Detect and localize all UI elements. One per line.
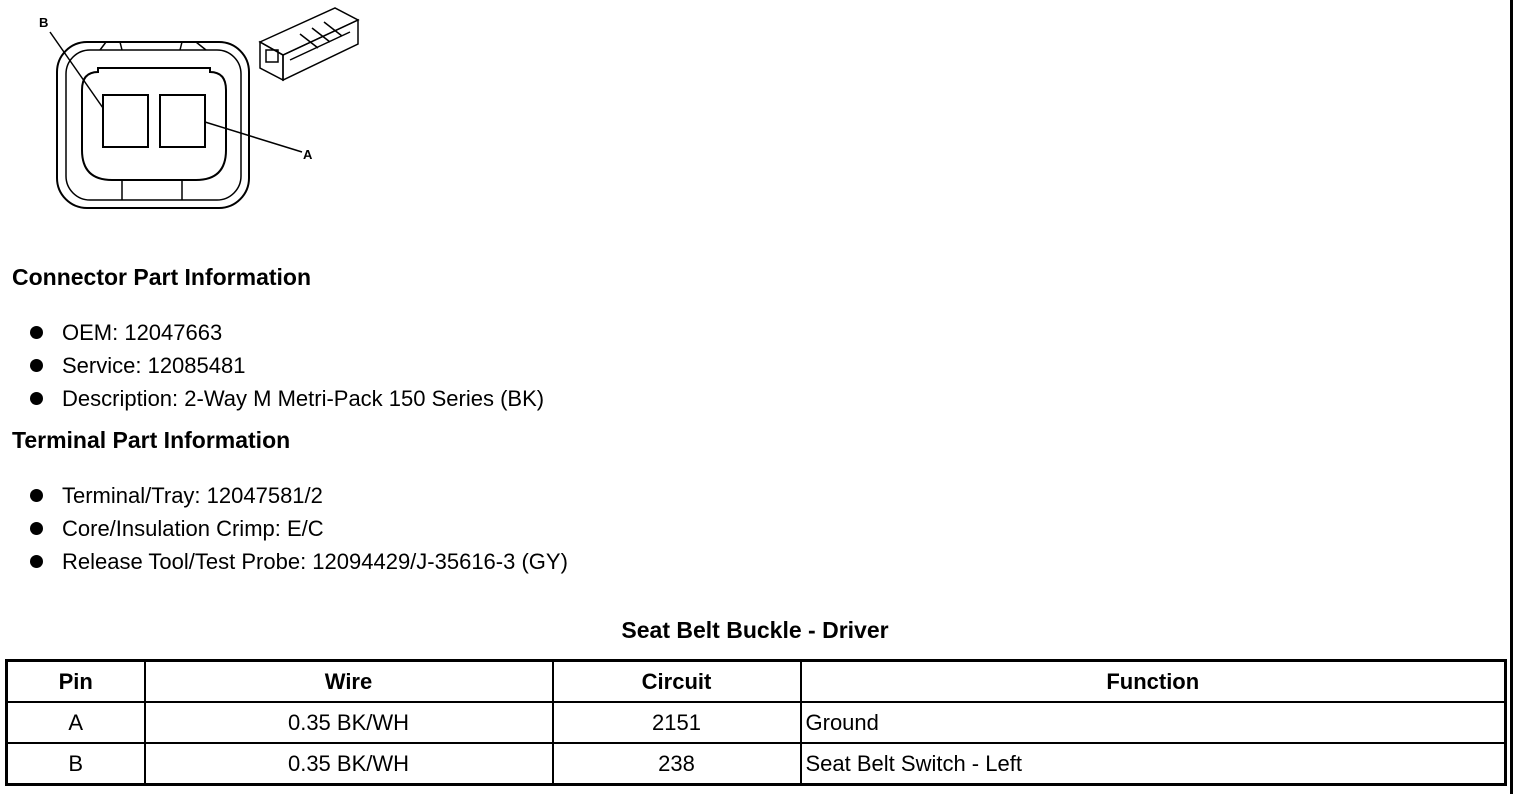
callout-a: A <box>303 147 313 162</box>
bullet-icon <box>30 359 43 372</box>
list-item <box>26 316 544 349</box>
cell-function: Seat Belt Switch - Left <box>801 743 1506 785</box>
header-circuit: Circuit <box>553 661 801 703</box>
list-item-text: Service: 12085481 <box>62 353 246 378</box>
cell-circuit: 238 <box>553 743 801 785</box>
header-pin: Pin <box>7 661 145 703</box>
header-wire: Wire <box>145 661 553 703</box>
bullet-icon <box>30 392 43 405</box>
list-item <box>26 545 568 578</box>
cell-wire: 0.35 BK/WH <box>145 702 553 743</box>
connector-part-list <box>26 316 544 415</box>
list-item <box>26 512 568 545</box>
connector-iso-icon <box>260 8 358 80</box>
page-right-border <box>1510 0 1513 794</box>
pin-table <box>5 659 1507 786</box>
list-item <box>26 382 544 415</box>
list-item <box>26 479 568 512</box>
table-title: Seat Belt Buckle - Driver <box>621 617 889 643</box>
list-item-text: Terminal/Tray: 12047581/2 <box>62 483 323 508</box>
table-header-row <box>7 661 1506 703</box>
connector-face-drawing <box>0 0 380 220</box>
terminal-part-list <box>26 479 568 578</box>
list-item-text: OEM: 12047663 <box>62 320 223 345</box>
list-item <box>26 349 544 382</box>
list-item-text: Release Tool/Test Probe: 12094429/J-35616-3 (GY) <box>62 549 568 574</box>
bullet-icon <box>30 489 43 502</box>
bullet-icon <box>30 326 43 339</box>
connector-part-heading: Connector Part Information <box>12 264 312 290</box>
table-row <box>7 743 1506 785</box>
cell-function: Ground <box>801 702 1506 743</box>
cell-circuit: 2151 <box>553 702 801 743</box>
list-item-text: Core/Insulation Crimp: E/C <box>62 516 324 541</box>
list-item-text: Description: 2-Way M Metri-Pack 150 Series (BK) <box>62 386 545 411</box>
cell-pin: A <box>7 702 145 743</box>
cell-pin: B <box>7 743 145 785</box>
table-row <box>7 702 1506 743</box>
callout-b: B <box>39 15 49 30</box>
terminal-part-heading: Terminal Part Information <box>12 427 291 453</box>
bullet-icon <box>30 522 43 535</box>
connector-diagram <box>0 0 380 220</box>
header-function: Function <box>801 661 1506 703</box>
cell-wire: 0.35 BK/WH <box>145 743 553 785</box>
bullet-icon <box>30 555 43 568</box>
